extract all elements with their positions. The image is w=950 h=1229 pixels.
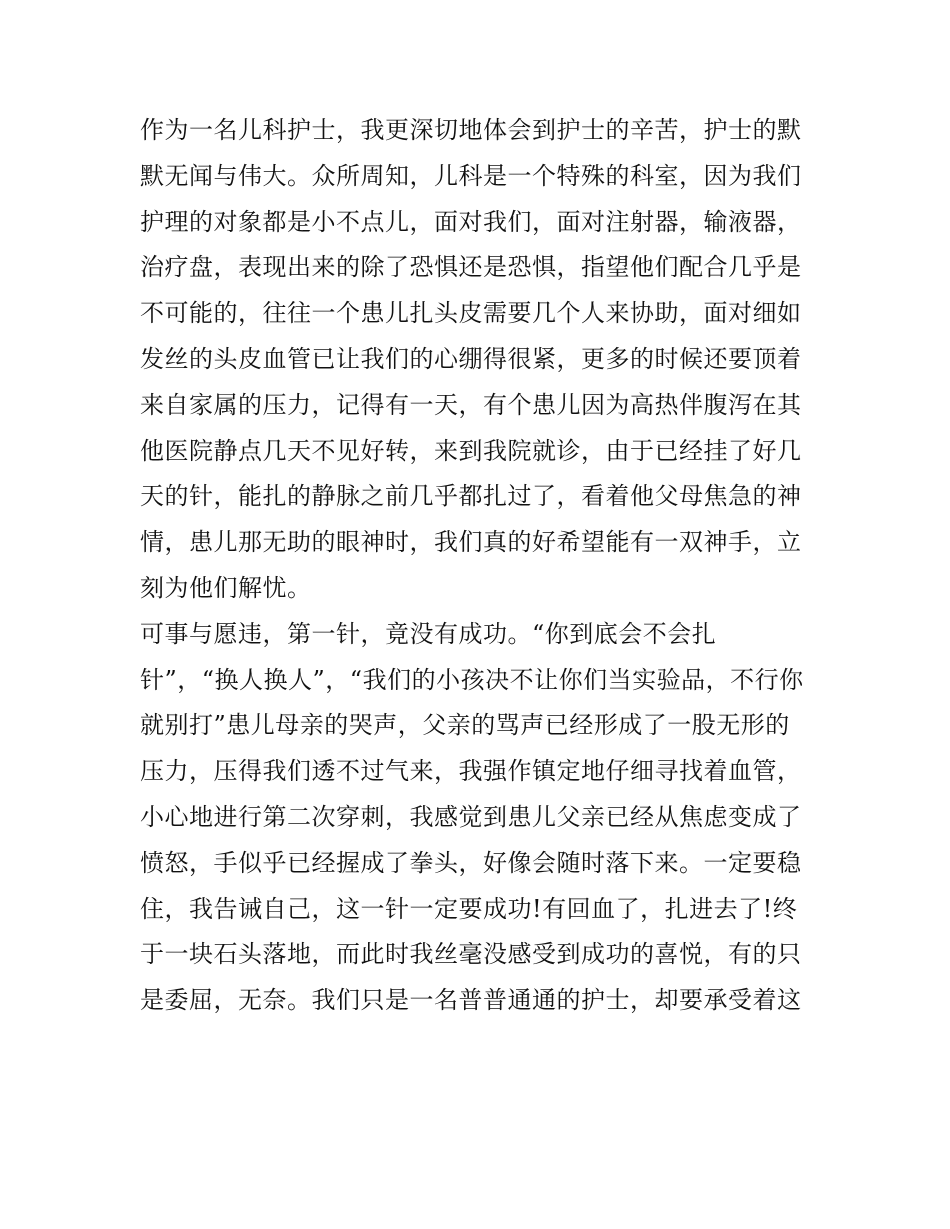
text-line: 针”，“换人换人”，“我们的小孩决不让你们当实验品，不行你	[140, 665, 804, 694]
text-line: 小心地进行第二次穿刺，我感觉到患儿父亲已经从焦虑变成了	[140, 802, 802, 831]
text-line: 刻为他们解忧。	[140, 573, 312, 602]
text-line: 情，患儿那无助的眼神时，我们真的好希望能有一双神手，立	[140, 528, 802, 557]
text-line: 他医院静点几天不见好转，来到我院就诊，由于已经挂了好几	[140, 436, 802, 465]
text-line: 作为一名儿科护士，我更深切地体会到护士的辛苦，护士的默	[140, 116, 802, 144]
text-line: 住，我告诫自己，这一针一定要成功!有回血了，扎进去了!终	[140, 894, 798, 923]
text-line: 默无闻与伟大。众所周知，儿科是一个特殊的科室，因为我们	[140, 161, 802, 190]
text-line: 不可能的，往往一个患儿扎头皮需要几个人来协助，面对细如	[140, 299, 802, 328]
text-line: 护理的对象都是小不点儿，面对我们，面对注射器，输液器，	[140, 207, 802, 236]
body-text	[140, 108, 820, 1024]
text-line: 是委屈，无奈。我们只是一名普普通通的护士，却要承受着这	[140, 986, 802, 1015]
text-line: 可事与愿违，第一针，竟没有成功。“你到底会不会扎	[140, 619, 717, 648]
text-line: 治疗盘，表现出来的除了恐惧还是恐惧，指望他们配合几乎是	[140, 253, 802, 282]
text-line: 就别打”患儿母亲的哭声，父亲的骂声已经形成了一股无形的	[140, 711, 790, 740]
text-line: 来自家属的压力，记得有一天，有个患儿因为高热伴腹泻在其	[140, 390, 802, 419]
text-line: 于一块石头落地，而此时我丝毫没感受到成功的喜悦，有的只	[140, 940, 802, 969]
text-line: 愤怒，手似乎已经握成了拳头，好像会随时落下来。一定要稳	[140, 848, 802, 877]
text-line: 天的针，能扎的静脉之前几乎都扎过了，看着他父母焦急的神	[140, 482, 802, 511]
text-line: 压力，压得我们透不过气来，我强作镇定地仔细寻找着血管，	[140, 757, 802, 786]
text-line: 发丝的头皮血管已让我们的心绷得很紧，更多的时候还要顶着	[140, 344, 802, 373]
